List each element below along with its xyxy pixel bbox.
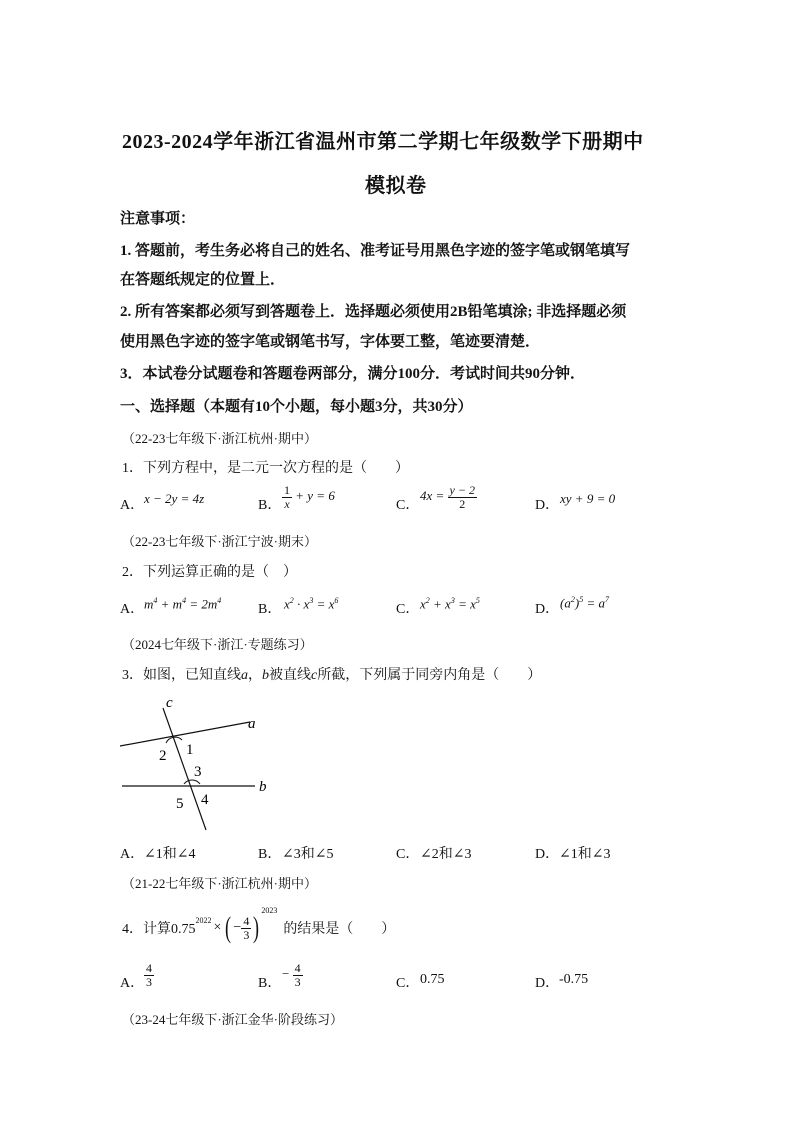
notice-2b: 使用黑色字迹的签字笔或钢笔书写，字体要工整，笔迹要清楚． [120, 334, 541, 350]
q4-source: （21-22七年级下·浙江杭州·期中） [122, 876, 317, 891]
q3-stem-post: 所截，下列属于同旁内角是（ ） [317, 668, 542, 683]
q2-option-b-label: B． [258, 602, 282, 617]
q3-option-a-label: A． [120, 847, 145, 862]
q4-b-den: 3 [294, 974, 301, 989]
q4-b-num: 4 [294, 961, 301, 975]
q4-stem-post: 的结果是（ ） [283, 922, 396, 937]
page-title-line1: 2023-2024学年浙江省温州市第二学期七年级数学下册期中 [122, 131, 644, 153]
q1-option-b-label: B． [258, 498, 282, 513]
q2-option-c: $x^2 + x^3 = x^5$ [420, 596, 480, 612]
q2-option-a: $m^4 + m^4 = 2m^4$ [144, 596, 222, 612]
q3-stem-pre: 3．如图，已知直线 [122, 668, 241, 683]
fig-label-5: 5 [176, 796, 184, 812]
q4-option-b-label: B． [258, 976, 282, 991]
notice-3: 3．本试卷分试题卷和答题卷两部分，满分100分．考试时间共90分钟． [120, 366, 586, 382]
fig-label-4: 4 [201, 792, 209, 808]
q4-option-c-label: C． [396, 976, 420, 991]
q2-option-c-label: C． [396, 602, 420, 617]
q3-option-a: ∠1和∠4 [144, 847, 196, 862]
q3-option-c-label: C． [396, 847, 420, 862]
q4-option-d-label: D． [535, 976, 560, 991]
q4-minus: − [233, 920, 242, 935]
q1-option-a-label: A． [120, 498, 145, 513]
q4-option-c: 0.75 [420, 972, 445, 987]
q1-source: （22-23七年级下·浙江杭州·期中） [122, 431, 317, 446]
q4-exp1: 2022 [195, 916, 212, 925]
q3-stem [122, 664, 541, 684]
notice-1b: 在答题纸规定的位置上． [120, 272, 286, 288]
q3-source: （2024七年级下·浙江·专题练习） [122, 637, 313, 652]
q2-source: （22-23七年级下·浙江宁波·期末） [122, 534, 317, 549]
q4-stem-pre: 4．计算0.75 [122, 922, 196, 937]
q3-option-c: ∠2和∠3 [420, 847, 472, 862]
q4-option-b [282, 962, 303, 988]
q2-option-b: $x^2 \cdot x^3 = x^6$ [284, 596, 339, 612]
q1-b-rest: + y = 6 [295, 488, 335, 504]
q3-stem-mid: 被直线 [269, 668, 311, 683]
notice-heading: 注意事项： [120, 211, 196, 227]
q1-option-d-label: D． [535, 498, 560, 513]
q4-frac-den: 3 [243, 927, 250, 942]
q1-c-numerator: y − 2 [449, 483, 475, 497]
notice-1a: 1. 答题前，考生务必将自己的姓名、准考证号用黑色字迹的签字笔或钢笔填写 [120, 243, 631, 259]
fig-label-b: b [259, 779, 267, 795]
q3-option-d: ∠1和∠3 [559, 847, 611, 862]
q3-option-d-label: D． [535, 847, 560, 862]
q4-a-den: 3 [146, 974, 152, 989]
q2-option-d: $(a^2)^5 = a^7$ [560, 595, 609, 611]
q4-a-num: 4 [146, 961, 152, 975]
q4-frac-num: 4 [243, 913, 250, 928]
fig-label-2: 2 [159, 748, 167, 764]
q2-option-a-label: A． [120, 602, 145, 617]
q3-figure [112, 688, 282, 833]
q1-option-a: x − 2y = 4z [144, 491, 205, 506]
notice-2a: 2. 所有答案都必须写到答题卷上．选择题必须使用2B铅笔填涂; 非选择题必须 [120, 304, 627, 320]
q1-b-denominator: x [284, 496, 290, 511]
q3-stem-c: c [311, 668, 318, 683]
q1-option-c-label: C． [396, 498, 420, 513]
q4-stem: 4．计算0.75 $^{2022}$ × ( − $\frac{4}{3}$ ) $^{2023}$ 的结果是（ ） [122, 906, 396, 944]
q4-option-a [144, 962, 154, 988]
q4-exp2: 2023 [261, 906, 278, 915]
q3-option-b-label: B． [258, 847, 282, 862]
angle-arc-lower [184, 780, 200, 784]
fig-label-a: a [248, 716, 256, 732]
q4-b-sign: − [282, 966, 290, 982]
line-a [120, 722, 250, 746]
fig-label-3: 3 [194, 764, 202, 780]
q1-stem: 1．下列方程中，是二元一次方程的是（ ） [122, 461, 409, 476]
q3-stem-a: a [241, 668, 248, 683]
q4-option-a-label: A． [120, 976, 145, 991]
q1-option-b [282, 484, 335, 510]
q3-stem-b: b [262, 668, 269, 683]
q4-times: × [213, 920, 222, 935]
fig-label-c: c [166, 695, 173, 711]
q1-b-numerator: 1 [284, 483, 290, 497]
q1-c-denominator: 2 [459, 496, 466, 511]
q1-option-c [420, 484, 477, 510]
q3-stem-sep: ， [248, 668, 262, 683]
page-title-line2: 模拟卷 [365, 175, 427, 197]
q2-option-d-label: D． [535, 602, 560, 617]
fig-label-1: 1 [186, 742, 194, 758]
q5-source: （23-24七年级下·浙江金华·阶段练习） [122, 1012, 343, 1027]
q1-c-pre: 4x = [420, 488, 445, 504]
q2-stem: 2．下列运算正确的是（ ） [122, 565, 297, 580]
section-1-heading: 一、选择题（本题有10个小题，每小题3分，共30分） [120, 399, 473, 415]
q4-option-d: -0.75 [559, 972, 589, 987]
q3-option-b: ∠3和∠5 [282, 847, 334, 862]
q1-option-d: xy + 9 = 0 [560, 491, 616, 506]
